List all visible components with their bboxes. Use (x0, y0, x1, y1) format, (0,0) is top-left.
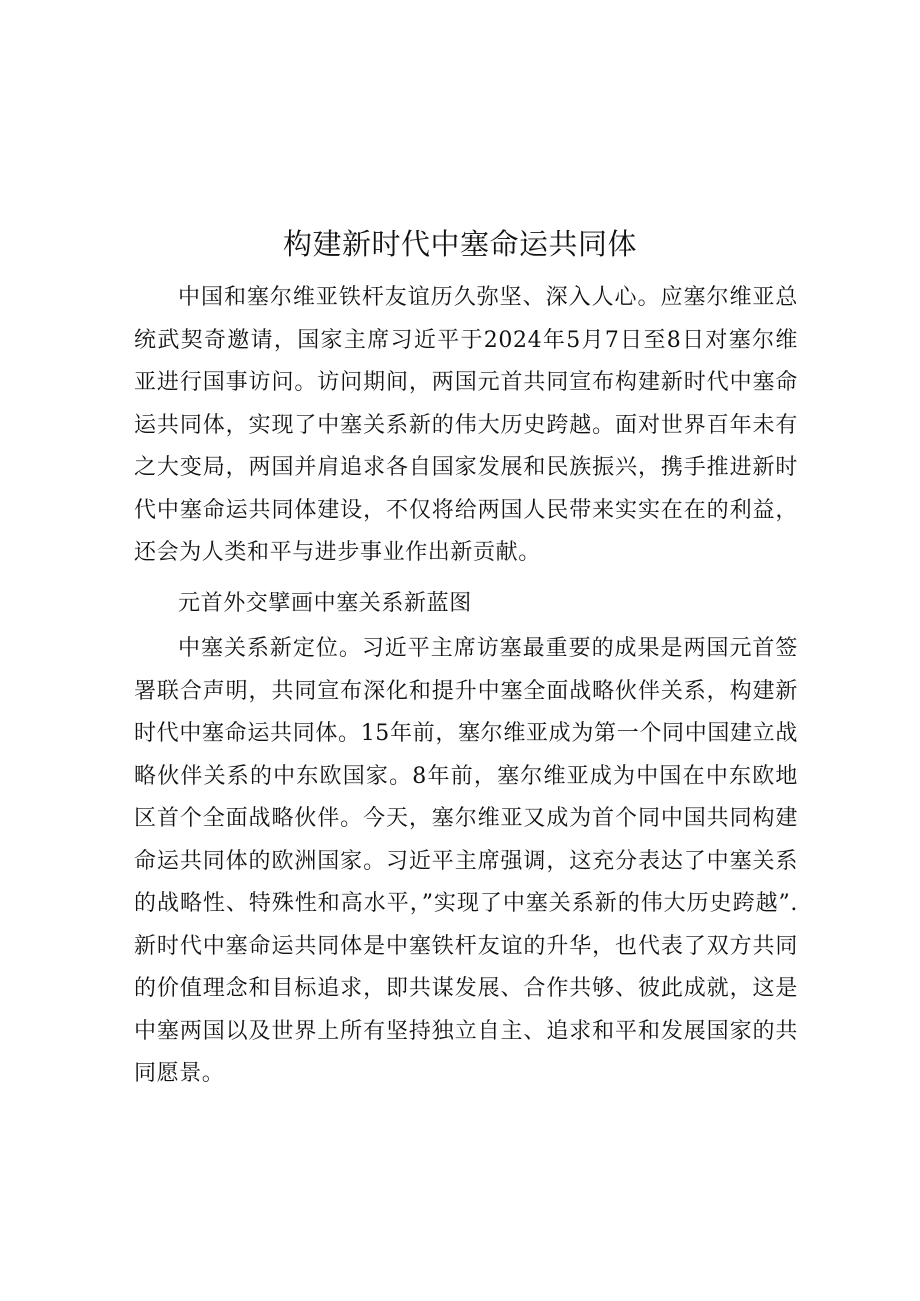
section-heading: 元首外交擘画中塞关系新蓝图 (178, 591, 472, 616)
document-title: 构建新时代中塞命运共同体 (282, 227, 637, 261)
body-paragraph: 中塞关系新定位。习近平主席访塞最重要的成果是两国元首签署联合声明，共同宣布深化和提升中塞全面战略伙伴关系，构建新时代中塞命运共同体。15年前，塞尔维亚成为第一个同中国建立战略伙伴关系的中东欧国家。8年前，塞尔维亚成为中国在中东欧地区首个全面战略伙伴。今天，塞尔维亚又成为首个同中国共同构建命运共同体的欧洲国家。习近平主席强调，这充分表达了中塞关系的战略性、特殊性和高水平，”实现了中塞关系新的伟大历史跨越”.新时代中塞命运共同体是中塞铁杆友谊的升华，也代表了双方共同的价值理念和目标追求，即共谋发展、合作共够、彼此成就，这是中塞两国以及世界上所有坚持独立自主、追求和平和发展国家的共同愿景。 (134, 636, 798, 1086)
intro-paragraph: 中国和塞尔维亚铁杆友谊历久弥坚、深入人心。应塞尔维亚总统武契奇邀请，国家主席习近平于2024年5月7日至8日对塞尔维亚进行国事访问。访问期间，两国元首共同宣布构建新时代中塞命运共同体，实现了中塞关系新的伟大历史跨越。面对世界百年未有之大变局，两国并肩追求各自国家发展和民族振兴，携手推进新时代中塞命运共同体建设，不仅将给两国人民带来实实在在的利益，还会为人类和平与进步事业作出新贡献。 (134, 285, 798, 565)
